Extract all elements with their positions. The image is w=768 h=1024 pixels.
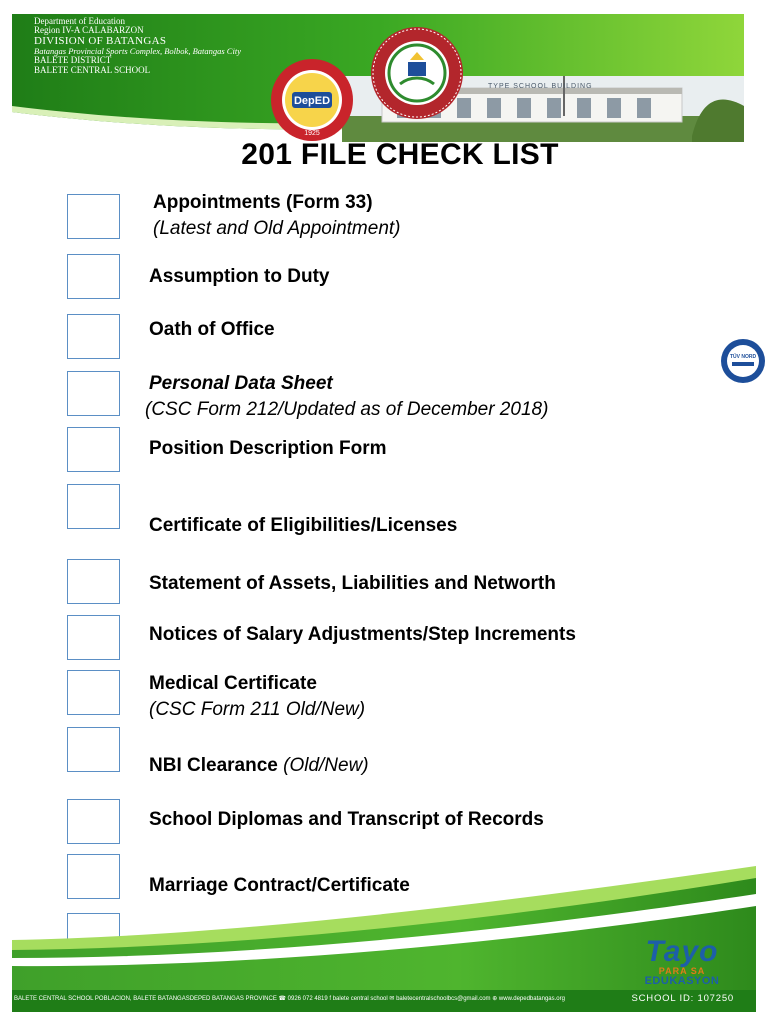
list-item: Statement of Assets, Liabilities and Networth (149, 573, 556, 594)
list-item (145, 371, 548, 423)
item-label: NBI Clearance (149, 755, 278, 776)
division-address: Batangas Provincial Sports Complex, Bolbok, Batangas City (34, 46, 241, 57)
item-note: (Old/New) (283, 755, 369, 776)
svg-text:DepED: DepED (293, 95, 331, 107)
checkbox-assumption-to-duty[interactable] (67, 254, 120, 299)
list-item (149, 671, 365, 723)
seal-year: 1925 (304, 130, 320, 137)
division-name: DIVISION OF BATANGAS (34, 34, 167, 47)
tayo-logo-sub2: EDUKASYON (644, 975, 720, 987)
item-note: (CSC Form 212/Updated as of December 2018) (145, 399, 549, 420)
list-item: School Diplomas and Transcript of Records (149, 809, 544, 830)
footer-contact-line: BALETE CENTRAL SCHOOL POBLACION, BALETE BATANGASDEPED BATANGAS PROVINCE ☎ 0926 072 4819 f balete central school ✉ baletecentralschoolbcs@gmail.com ⊕ www.depedbatangas.org (14, 996, 565, 1002)
checkbox-saln[interactable] (67, 559, 120, 604)
item-note: (Latest and Old Appointment) (153, 218, 401, 239)
list-item (153, 190, 401, 242)
item-note: (CSC Form 211 Old/New) (149, 699, 366, 720)
list-item: Certificate of Eligibilities/Licenses (149, 515, 458, 536)
checkbox-diplomas[interactable] (67, 799, 120, 844)
list-item (149, 753, 369, 779)
school-name: BALETE CENTRAL SCHOOL (34, 64, 151, 75)
school-seal-icon (370, 26, 464, 120)
letterhead (12, 14, 744, 142)
photo-caption: TYPE SCHOOL BUILDING (488, 83, 593, 90)
school-id: SCHOOL ID: 107250 (631, 993, 734, 1004)
badge-text: TÜV NORD (729, 354, 757, 360)
item-label: Appointments (Form 33) (153, 192, 373, 213)
checkbox-position-description[interactable] (67, 427, 120, 472)
deped-division-seal-icon (270, 58, 354, 142)
checkbox-eligibilities[interactable] (67, 484, 120, 529)
list-item: Position Description Form (149, 438, 387, 459)
list-item: Oath of Office (149, 319, 275, 340)
checkbox-personal-data-sheet[interactable] (67, 371, 120, 416)
list-item: Notices of Salary Adjustments/Step Increments (149, 624, 576, 645)
list-item: Marriage Contract/Certificate (149, 875, 410, 896)
department-name: Department of Education (34, 16, 125, 26)
checkbox-oath-of-office[interactable] (67, 314, 120, 359)
certification-badge-icon (718, 338, 768, 384)
organization-block (34, 17, 241, 75)
tayo-logo-sub1: PARA SA (658, 966, 706, 976)
page-title: 201 FILE CHECK LIST (241, 138, 559, 171)
item-label: Medical Certificate (149, 673, 317, 694)
checkbox-nbi-clearance[interactable] (67, 727, 120, 772)
region-name: Region IV-A CALABARZON (34, 25, 144, 36)
item-label: Personal Data Sheet (149, 373, 333, 394)
district-name: BALETE DISTRICT (34, 55, 112, 66)
checkbox-appointments[interactable] (67, 194, 120, 239)
tayo-logo (622, 935, 742, 987)
checkbox-medical-certificate[interactable] (67, 670, 120, 715)
list-item: Assumption to Duty (149, 266, 330, 287)
checkbox-salary-adjustments[interactable] (67, 615, 120, 660)
footer-banner (12, 866, 756, 1012)
tayo-logo-word: Tayo (645, 935, 719, 968)
